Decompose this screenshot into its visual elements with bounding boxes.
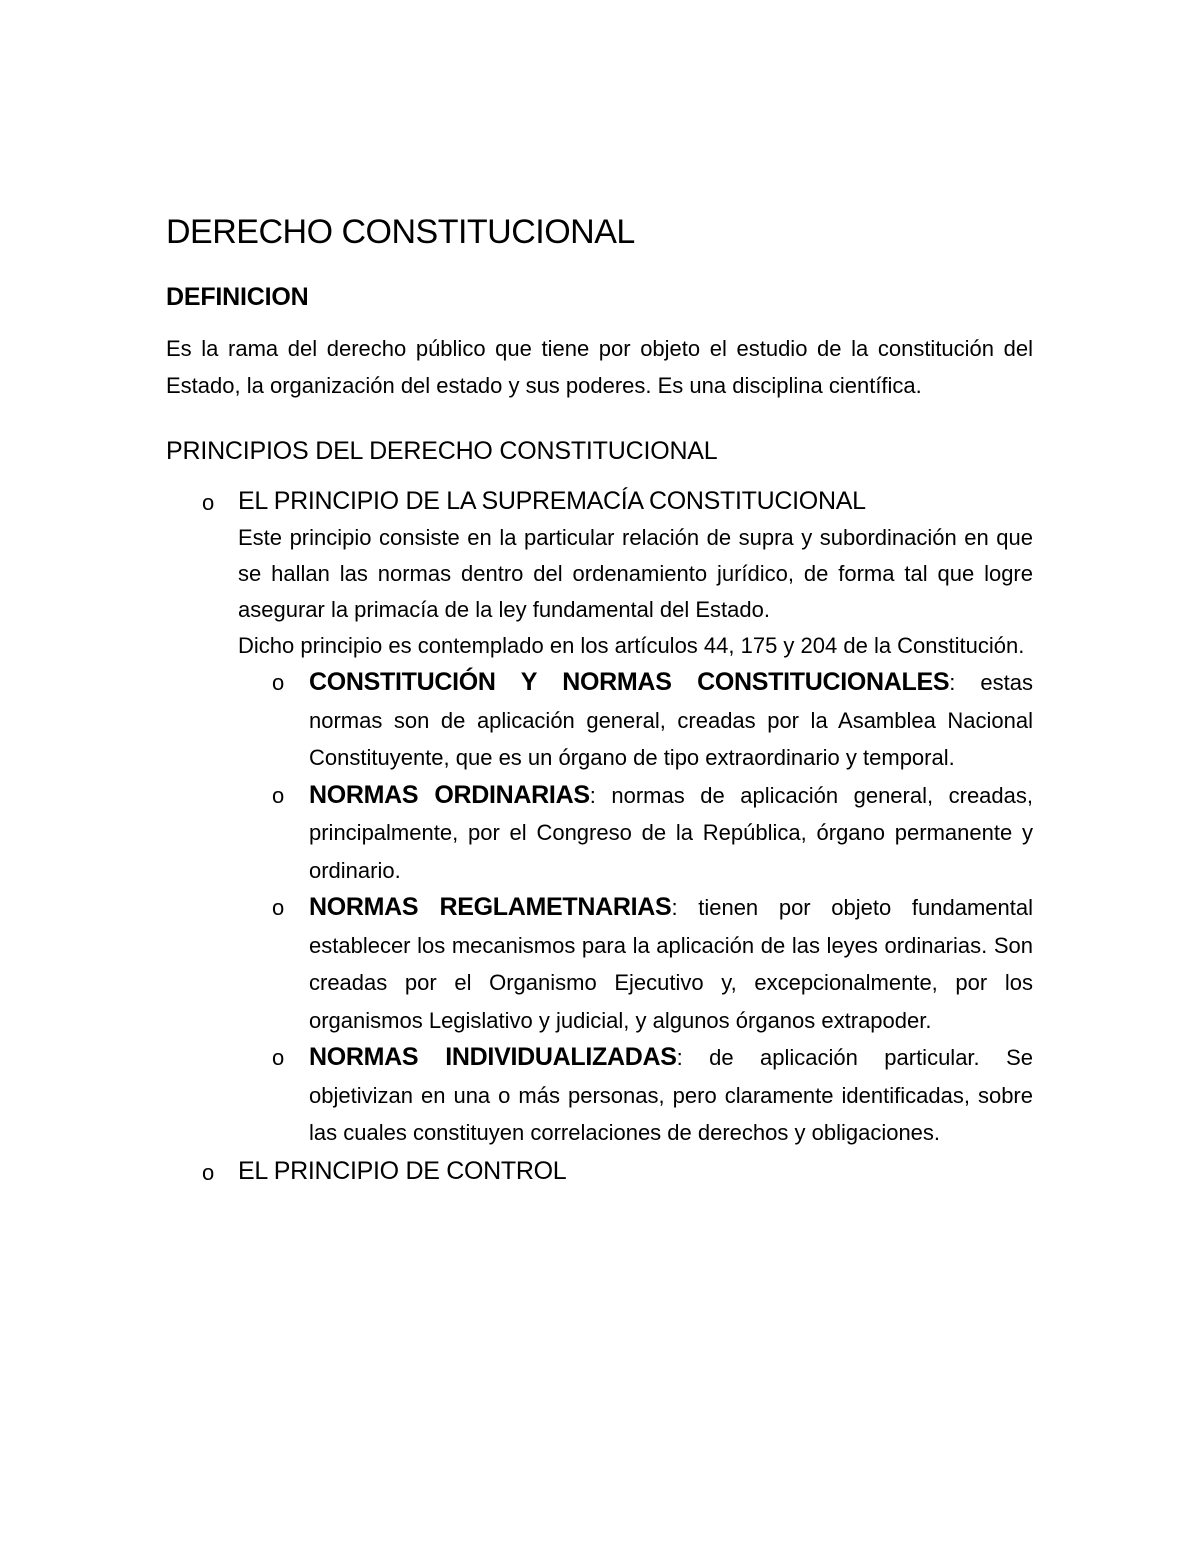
norm-item [238,889,1033,1039]
circle-bullet-icon: o [272,1045,285,1070]
document-title: DERECHO CONSTITUCIONAL [166,213,635,251]
definition-heading: DEFINICION [166,283,309,311]
norms-list [238,664,1033,1152]
norm-text: : tienen por objeto fundamental establecer los mecanismos para la aplicación de las leyes ordinarias. Son creadas por el Organismo Ejecutivo y, excepcionalmente, por los organismos Legislativo y judicial, y algunos órganos extrapoder. [309,895,1034,1033]
definition-text: Es la rama del derecho público que tiene por objeto el estudio de la constitución del Estado, la organización del estado y sus poderes. Es una disciplina científica. [166,336,1033,398]
principle-text: Este principio consiste en la particular relación de supra y subordinación en que se hallan las normas dentro del ordenamiento jurídico, de forma tal que logre asegurar la primacía de la ley fundamental del Estado. [238,525,1033,622]
norm-title: NORMAS INDIVIDUALIZADAS [309,1043,677,1071]
norm-title: CONSTITUCIÓN Y NORMAS CONSTITUCIONALES [309,668,950,696]
norm-title: NORMAS ORDINARIAS [309,780,590,809]
principles-heading: PRINCIPIOS DEL DERECHO CONSTITUCIONAL [166,437,718,465]
principle-text: Dicho principio es contemplado en los artículos 44, 175 y 204 de la Constitución. [238,633,1025,658]
norm-text: : normas de aplicación general, creadas, principalmente, por el Congreso de la República, órgano permanente y ordinario. [309,782,1034,883]
circle-bullet-icon: o [202,490,215,515]
norm-item [238,664,1033,777]
norm-item [238,1039,1033,1152]
principle-item [166,482,1033,1152]
principles-list [166,482,1033,1190]
circle-bullet-icon: o [272,670,285,695]
principle-title: EL PRINCIPIO DE CONTROL [238,1156,567,1185]
norm-title: NORMAS REGLAMETNARIAS [309,893,672,921]
principle-item [166,1152,1033,1190]
circle-bullet-icon: o [272,782,285,808]
circle-bullet-icon: o [272,895,285,920]
norm-item [238,777,1033,890]
norm-text: : de aplicación particular. Se objetivizan en una o más personas, pero claramente identificadas, sobre las cuales constituyen correlaciones de derechos y obligaciones. [309,1045,1033,1145]
principle-title: EL PRINCIPIO DE LA SUPREMACÍA CONSTITUCIONAL [238,487,866,515]
norm-text: : estas normas son de aplicación general, creadas por la Asamblea Nacional Constituyente, que es un órgano de tipo extraordinario y temporal. [309,670,1033,770]
document-body [166,210,1033,1190]
circle-bullet-icon: o [202,1159,215,1185]
